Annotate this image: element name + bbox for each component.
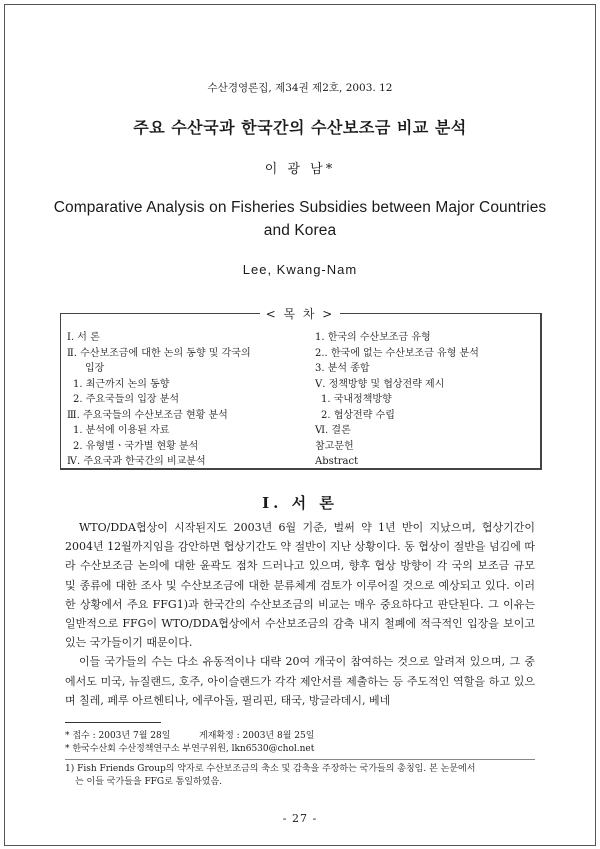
footnote-affiliation: * 한국수산회 수산정책연구소 부연구위원, lkn6530@chol.net xyxy=(65,744,315,754)
paragraph: WTO/DDA협상이 시작된지도 2003년 6월 기준, 벌써 약 1년 반이 지났으며, 협상기간이 2004년 12월까지임을 감안하면 협상기간도 약 절반이 지난 상황이다. 동 협상이 절반을 넘김에 따라 수산보조금 논의에 대한 윤곽도 점차 드러나고 있으며, 향후 협상 방향이 각 국의 보조금 규모 및 종류에 대한 조사 및 수산보조금에 대한 분류체계 검토가 이루어질 것으로 예상되고 있다. 이러한 상황에서 주요 FFG1)과 한국간의 수산보조금의 비교는 매우 중요하다고 판단된다. 그 이유는 일반적으로 FFG이 WTO/DDA협상에서 수산보조금의 감축 내지 철폐에 적극적인 입장을 보이고 있는 국가들이기 때문이다. xyxy=(65,521,535,650)
paper-title-english: Comparative Analysis on Fisheries Subsidies between Major Countries and Korea xyxy=(53,199,547,239)
toc-left-column xyxy=(67,330,307,470)
toc-item: 1. 최근까지 논의 동향 xyxy=(73,378,170,390)
toc-item: 2. 유형별ㆍ국가별 현황 분석 xyxy=(73,440,199,452)
toc-item: 3. 분석 종합 xyxy=(315,363,370,374)
paper-title-korean: 주요 수산국과 한국간의 수산보조금 비교 분석 xyxy=(133,118,467,137)
footnote-1: 1) Fish Friends Group의 약자로 수산보조금의 축소 및 감축을 주장하는 국가들의 총칭임. 본 논문에서 xyxy=(65,764,476,774)
table-of-contents xyxy=(60,313,542,470)
journal-citation: 수산경영론집, 제34권 제2호, 2003. 12 xyxy=(207,82,393,94)
toc-item: 2. 협상전략 수립 xyxy=(321,409,395,421)
toc-item: Abstract xyxy=(315,456,359,467)
toc-item: Ⅳ. 주요국과 한국간의 비교분석 xyxy=(67,456,206,467)
toc-item: 2.. 한국에 없는 수산보조금 유형 분석 xyxy=(315,347,479,359)
toc-heading: < 목 차 > xyxy=(0,305,600,322)
toc-item: Ⅲ. 주요국들의 수산보조금 현황 분석 xyxy=(67,409,228,421)
toc-item: Ⅰ. 서 론 xyxy=(67,332,100,343)
toc-item: 1. 국내정책방향 xyxy=(321,394,392,405)
section-heading: Ⅰ. 서 론 xyxy=(262,494,338,512)
toc-item: 1. 분석에 이용된 자료 xyxy=(73,425,170,436)
toc-item: Ⅱ. 수산보조금에 대한 논의 동향 및 각국의 xyxy=(67,347,251,359)
toc-item: 참고문헌 xyxy=(315,440,354,452)
paragraph: 이들 국가들의 수는 다소 유동적이나 대략 20여 개국이 참여하는 것으로 알려져 있으며, 그 중에서도 미국, 뉴질랜드, 호주, 아이슬랜드가 각각 제안서를 제출하는 등 주도적인 역할을 하고 있으며 칠레, 페루 아르헨티나, 에쿠아돌, 필리핀, 태국, 방글라데시, 베네 xyxy=(65,655,535,707)
toc-item: 2. 주요국들의 입장 분석 xyxy=(73,394,180,405)
toc-item: 입장 xyxy=(85,363,105,374)
footnote-1-continued: 는 이들 국가들을 FFG로 통일하였음. xyxy=(75,777,223,787)
toc-item: Ⅵ. 결론 xyxy=(315,425,351,436)
author-korean: 이 광 남* xyxy=(264,162,336,177)
body-text xyxy=(65,518,535,710)
toc-item: 1. 한국의 수산보조금 유형 xyxy=(315,332,431,343)
footnotes xyxy=(65,730,535,789)
footnote-received: * 접수 : 2003년 7월 28일 게재확정 : 2003년 8월 25일 xyxy=(65,731,315,741)
toc-item: Ⅴ. 정책방향 및 협상전략 제시 xyxy=(315,378,445,390)
page-number: - 27 - xyxy=(282,812,318,825)
toc-right-column xyxy=(315,330,535,470)
footnote-rule xyxy=(65,722,161,723)
footnote-separator xyxy=(65,759,535,760)
author-english: Lee, Kwang-Nam xyxy=(242,262,358,277)
